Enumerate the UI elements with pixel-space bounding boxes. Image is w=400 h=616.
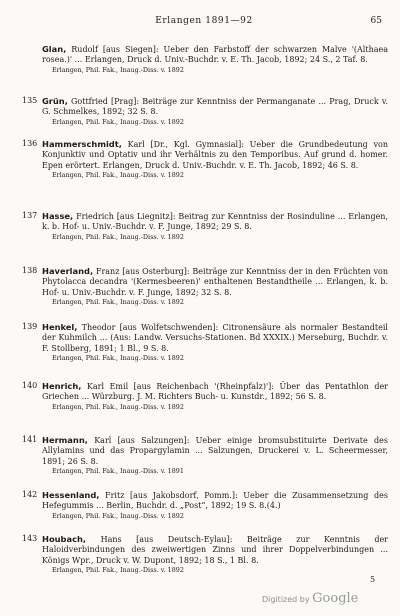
entry-body: Rudolf [aus Siegen]: Ueber den Farbstoff der schwarzen Malve '(Althaea rosea.)' ... Erlangen, Druck d. Univ.-Buchdr. v. E. Th. Jacob, 1892; 24 S., 2 Taf. 8.	[42, 45, 388, 65]
entry-author: Houbach,	[42, 534, 87, 544]
entry-note: Erlangen, Phil. Fak., Inaug.-Diss. v. 1892	[52, 170, 184, 179]
entry-author: Haverland,	[42, 266, 94, 276]
bibliography-entry	[22, 435, 388, 476]
entry-body: Karl [Dr., Kgl. Gymnasial]: Ueber die Grundbedeutung von Konjunktiv und Optativ und ihr Verhältnis zu den Temporibus. Auf grund d. homer. Epen erörtert. Erlangen, Druck d. Univ.-Buchdr. v. E. Th. Jacob, 1892; 46 S. 8.	[42, 140, 388, 170]
google-logo: Google	[312, 591, 359, 606]
entry-author: Hammerschmidt,	[42, 139, 122, 149]
entry-body: Theodor [aus Wolfetschwenden]: Citronensäure als normaler Bestandteil der Kuhmilch ... (Aus: Landw. Versuchs-Stationen. Bd XXXIX.) Merseburg, Buchdr. v. F. Stollberg, 1891; 1 Bl., 9 S. 8.	[42, 323, 388, 353]
entry-text	[42, 435, 388, 467]
entry-number: 138	[22, 266, 38, 275]
page-header	[24, 16, 384, 30]
entry-body: Gottfried [Prag]: Beiträge zur Kenntniss der Permanganate ... Prag, Druck v. G. Schmelkes, 1892; 32 S. 8.	[42, 97, 388, 117]
signature-mark: 5	[370, 575, 376, 584]
entry-number: 141	[22, 435, 38, 444]
entry-author: Henkel,	[42, 322, 78, 332]
bibliography-entry	[22, 211, 388, 242]
entry-number: 142	[22, 490, 38, 499]
entry-body: Friedrich [aus Liegnitz]: Beitrag zur Kenntniss der Rosinduline ... Erlangen, k. b. Hof- u. Univ.-Buchdr. v. F. Junge, 1892; 29 S. 8.	[42, 212, 388, 232]
running-title: Erlangen 1891—92	[155, 16, 253, 26]
entry-body: Fritz [aus Jakobsdorf, Pomm.]: Ueber die Zusammensetzung des Hefegummis ... Berlin, Buchdr. d. „Post“, 1892; 19 S. 8.(4.)	[42, 491, 388, 511]
bibliography-entry	[22, 96, 388, 127]
bibliography-entry	[22, 534, 388, 575]
entry-text	[42, 139, 388, 171]
entry-author: Hessenland,	[42, 490, 100, 500]
page-number: 65	[370, 16, 382, 26]
entry-body: Karl Emil [aus Reichenbach '(Rheinpfalz)']: Über das Pentathlon der Griechen ... Würzburg. J. M. Richters Buch- u. Kunstdr., 1892; 56 S. 8.	[42, 382, 388, 402]
entry-text	[42, 490, 388, 512]
entry-note: Erlangen, Phil. Fak., Inaug.-Diss. v. 1892	[52, 297, 184, 306]
entry-number: 137	[22, 211, 38, 220]
bibliography-entry	[22, 322, 388, 363]
entry-note: Erlangen, Phil. Fak., Inaug.-Diss. v. 1892	[52, 353, 184, 362]
entry-note: Erlangen, Phil. Fak., Inaug.-Diss. v. 1892	[52, 65, 184, 74]
entry-text	[42, 44, 388, 66]
entry-author: Henrich,	[42, 381, 82, 391]
bibliography-entry	[22, 139, 388, 180]
bibliography-entry	[22, 44, 388, 75]
entry-text	[42, 322, 388, 354]
entry-author: Hasse,	[42, 211, 74, 221]
entry-note: Erlangen, Phil. Fak., Inaug.-Diss. v. 1892	[52, 232, 184, 241]
entry-text	[42, 211, 388, 233]
entry-number: 143	[22, 534, 38, 543]
entry-text	[42, 266, 388, 298]
entry-author: Grün,	[42, 96, 68, 106]
bibliography-entry	[22, 381, 388, 412]
entry-note: Erlangen, Phil. Fak., Inaug.-Diss. v. 1892	[52, 402, 184, 411]
digitized-by-text: Digitized by	[262, 595, 310, 604]
entry-body: Hans [aus Deutsch-Eylau]: Beiträge zur Kenntnis der Haloidverbindungen des zweiwertigen Zinns und ihrer Doppelverbindungen ... Königs Wpr., Druck v. W. Dupont, 1892; 18 S., 1 Bl. 8.	[42, 535, 388, 565]
entry-number: 136	[22, 139, 38, 148]
entry-note: Erlangen, Phil. Fak., Inaug.-Diss. v. 1892	[52, 565, 184, 574]
entry-note: Erlangen, Phil. Fak., Inaug.-Diss. v. 1892	[52, 117, 184, 126]
entry-text	[42, 96, 388, 118]
entry-author: Glan,	[42, 44, 67, 54]
entry-text	[42, 381, 388, 403]
entry-number: 140	[22, 381, 38, 390]
entry-text	[42, 534, 388, 566]
entry-note: Erlangen, Phil. Fak., Inaug.-Diss. v. 1891	[52, 466, 184, 475]
entry-author: Hermann,	[42, 435, 88, 445]
bibliography-entry	[22, 490, 388, 521]
entry-number: 139	[22, 322, 38, 331]
digitized-by-watermark	[262, 591, 358, 606]
bibliography-entry	[22, 266, 388, 307]
entry-body: Karl [aus Salzungen]: Ueber einige bromsubstituirte Derivate des Allylamins und das Propargylamin ... Salzungen, Druckerei v. L. Scheermesser, 1891; 26 S. 8.	[42, 436, 388, 466]
entry-number: 135	[22, 96, 38, 105]
entry-note: Erlangen, Phil. Fak., Inaug.-Diss. v. 1892	[52, 511, 184, 520]
entry-body: Franz [aus Osterburg]: Beiträge zur Kenntniss der in den Früchten von Phytolacca decandra '(Kermesbeeren)' enthaltenen Bestandtheile ... Erlangen, k. b. Hof- u. Univ.-Buchdr. v. F. Junge, 1892; 32 S. 8.	[42, 267, 388, 297]
